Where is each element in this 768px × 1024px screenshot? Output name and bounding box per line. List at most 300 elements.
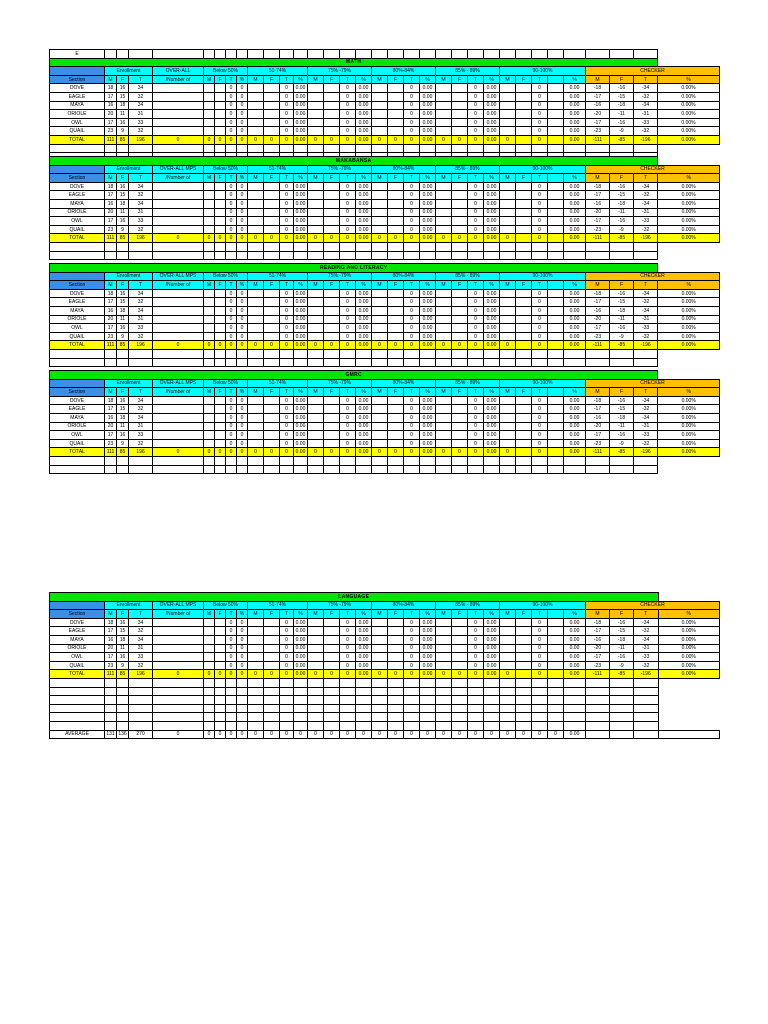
cell[interactable] <box>280 696 294 705</box>
range-pct[interactable]: 0.00 <box>564 306 586 315</box>
cell[interactable] <box>204 465 215 474</box>
cell[interactable] <box>356 349 372 358</box>
range-pct[interactable]: 0.00 <box>420 405 436 414</box>
cell[interactable] <box>340 358 356 367</box>
cell[interactable] <box>117 465 129 474</box>
checker-value[interactable]: 0.00% <box>658 332 720 341</box>
below50-t[interactable]: 0 <box>226 84 237 93</box>
below50-pct[interactable]: 0 <box>237 405 248 414</box>
checker-value[interactable]: 0.00% <box>658 306 720 315</box>
cell[interactable] <box>308 332 324 341</box>
cell[interactable] <box>215 721 226 730</box>
cell[interactable] <box>340 678 356 687</box>
cell[interactable] <box>264 324 280 333</box>
checker-value[interactable]: -16 <box>610 118 634 127</box>
cell[interactable] <box>564 349 586 358</box>
cell[interactable] <box>324 306 340 315</box>
enroll-f[interactable]: 11 <box>117 315 129 324</box>
cell[interactable] <box>215 422 226 431</box>
cell[interactable] <box>586 713 610 722</box>
cell[interactable] <box>452 315 468 324</box>
cell[interactable] <box>372 396 388 405</box>
cell[interactable] <box>264 618 280 627</box>
cell[interactable] <box>294 50 308 59</box>
cell[interactable] <box>500 324 516 333</box>
cell[interactable] <box>436 298 452 307</box>
enroll-t[interactable]: 31 <box>129 315 153 324</box>
range-t[interactable]: 0 <box>468 413 484 422</box>
cell[interactable] <box>204 225 215 234</box>
cell[interactable] <box>436 315 452 324</box>
cell[interactable] <box>294 251 308 260</box>
cell[interactable] <box>548 251 564 260</box>
cell[interactable] <box>129 704 153 713</box>
cell[interactable] <box>340 704 356 713</box>
cell[interactable] <box>264 315 280 324</box>
cell[interactable] <box>264 704 280 713</box>
cell[interactable] <box>420 242 436 251</box>
enroll-f[interactable]: 9 <box>117 127 129 136</box>
enroll-f[interactable]: 11 <box>117 208 129 217</box>
overall-mps[interactable] <box>153 405 204 414</box>
cell[interactable] <box>436 101 452 110</box>
cell[interactable] <box>105 687 117 696</box>
cell[interactable] <box>388 199 404 208</box>
cell[interactable] <box>388 678 404 687</box>
enroll-m[interactable]: 16 <box>105 199 117 208</box>
cell[interactable] <box>215 306 226 315</box>
cell[interactable] <box>215 298 226 307</box>
range-t[interactable]: 0 <box>532 101 548 110</box>
range-pct[interactable]: 0.00 <box>356 182 372 191</box>
checker-value[interactable]: -9 <box>610 127 634 136</box>
below50-t[interactable]: 0 <box>226 653 237 662</box>
checker-value[interactable]: -32 <box>634 661 659 670</box>
range-t[interactable]: 0 <box>404 92 420 101</box>
range-t[interactable]: 0 <box>404 101 420 110</box>
range-pct[interactable]: 0.00 <box>564 199 586 208</box>
range-t[interactable]: 0 <box>404 191 420 200</box>
checker-value[interactable]: 0.00% <box>658 84 720 93</box>
cell[interactable] <box>452 118 468 127</box>
enroll-f[interactable]: 15 <box>117 298 129 307</box>
cell[interactable] <box>264 199 280 208</box>
cell[interactable] <box>248 721 264 730</box>
enroll-f[interactable]: 15 <box>117 405 129 414</box>
enroll-t[interactable]: 32 <box>129 439 153 448</box>
cell[interactable] <box>264 635 280 644</box>
cell[interactable] <box>436 678 452 687</box>
cell[interactable] <box>548 225 564 234</box>
cell[interactable] <box>294 678 308 687</box>
below50-pct[interactable]: 0 <box>237 182 248 191</box>
below50-t[interactable]: 0 <box>226 324 237 333</box>
cell[interactable] <box>610 678 634 687</box>
section-name[interactable]: QUAIL <box>50 332 105 341</box>
range-t[interactable]: 0 <box>340 332 356 341</box>
cell[interactable] <box>324 298 340 307</box>
cell[interactable] <box>404 50 420 59</box>
checker-value[interactable]: -23 <box>586 225 610 234</box>
cell[interactable] <box>500 208 516 217</box>
range-t[interactable]: 0 <box>532 182 548 191</box>
cell[interactable] <box>264 431 280 440</box>
cell[interactable] <box>248 217 264 226</box>
cell[interactable] <box>204 431 215 440</box>
range-pct[interactable]: 0.00 <box>420 661 436 670</box>
cell[interactable] <box>548 199 564 208</box>
cell[interactable] <box>264 118 280 127</box>
range-t[interactable]: 0 <box>280 225 294 234</box>
cell[interactable] <box>215 653 226 662</box>
enroll-t[interactable]: 33 <box>129 217 153 226</box>
cell[interactable] <box>452 144 468 153</box>
cell[interactable] <box>308 127 324 136</box>
checker-value[interactable]: -34 <box>634 396 658 405</box>
enroll-m[interactable]: 17 <box>105 627 117 636</box>
cell[interactable] <box>226 687 237 696</box>
cell[interactable] <box>500 110 516 119</box>
enroll-f[interactable]: 11 <box>117 110 129 119</box>
range-t[interactable]: 0 <box>532 653 548 662</box>
cell[interactable] <box>280 465 294 474</box>
cell[interactable] <box>215 635 226 644</box>
below50-pct[interactable]: 0 <box>237 422 248 431</box>
below50-pct[interactable]: 0 <box>237 661 248 670</box>
cell[interactable] <box>372 298 388 307</box>
cell[interactable] <box>340 242 356 251</box>
cell[interactable] <box>237 687 248 696</box>
cell[interactable] <box>548 306 564 315</box>
cell[interactable] <box>204 456 215 465</box>
overall-mps[interactable] <box>153 217 204 226</box>
range-pct[interactable]: 0.00 <box>564 289 586 298</box>
cell[interactable] <box>264 92 280 101</box>
cell[interactable] <box>436 456 452 465</box>
range-pct[interactable]: 0.00 <box>294 618 308 627</box>
section-name[interactable]: MAYA <box>50 101 105 110</box>
range-t[interactable]: 0 <box>280 635 294 644</box>
checker-value[interactable]: -32 <box>634 405 658 414</box>
range-t[interactable]: 0 <box>340 92 356 101</box>
cell[interactable] <box>388 92 404 101</box>
checker-value[interactable]: 0.00% <box>658 199 720 208</box>
cell[interactable] <box>340 465 356 474</box>
cell[interactable] <box>468 358 484 367</box>
cell[interactable] <box>248 199 264 208</box>
cell[interactable] <box>548 101 564 110</box>
enroll-m[interactable]: 18 <box>105 84 117 93</box>
cell[interactable] <box>105 696 117 705</box>
range-t[interactable]: 0 <box>404 127 420 136</box>
range-t[interactable]: 0 <box>280 627 294 636</box>
cell[interactable] <box>356 242 372 251</box>
cell[interactable] <box>586 696 610 705</box>
cell[interactable] <box>226 50 237 59</box>
cell[interactable] <box>153 696 204 705</box>
cell[interactable] <box>610 50 634 59</box>
overall-mps[interactable] <box>153 431 204 440</box>
cell[interactable] <box>452 199 468 208</box>
range-t[interactable]: 0 <box>468 217 484 226</box>
cell[interactable] <box>248 118 264 127</box>
cell[interactable] <box>548 324 564 333</box>
checker-value[interactable]: -9 <box>610 225 634 234</box>
cell[interactable] <box>308 225 324 234</box>
range-pct[interactable]: 0.00 <box>294 289 308 298</box>
cell[interactable] <box>452 332 468 341</box>
cell[interactable] <box>308 413 324 422</box>
cell[interactable] <box>452 242 468 251</box>
range-pct[interactable]: 0.00 <box>420 101 436 110</box>
cell[interactable] <box>204 315 215 324</box>
cell[interactable] <box>237 704 248 713</box>
cell[interactable] <box>436 92 452 101</box>
range-pct[interactable]: 0.00 <box>564 298 586 307</box>
cell[interactable] <box>548 298 564 307</box>
range-t[interactable]: 0 <box>280 127 294 136</box>
cell[interactable] <box>356 144 372 153</box>
cell[interactable] <box>324 242 340 251</box>
cell[interactable] <box>248 713 264 722</box>
cell[interactable] <box>516 644 532 653</box>
cell[interactable] <box>204 242 215 251</box>
overall-mps[interactable] <box>153 298 204 307</box>
cell[interactable] <box>484 713 500 722</box>
cell[interactable] <box>215 431 226 440</box>
cell[interactable] <box>340 349 356 358</box>
range-t[interactable]: 0 <box>404 84 420 93</box>
range-pct[interactable]: 0.00 <box>420 118 436 127</box>
range-pct[interactable]: 0.00 <box>356 208 372 217</box>
range-pct[interactable]: 0.00 <box>294 332 308 341</box>
range-pct[interactable]: 0.00 <box>356 84 372 93</box>
cell[interactable] <box>204 687 215 696</box>
cell[interactable] <box>50 456 105 465</box>
cell[interactable] <box>388 289 404 298</box>
below50-t[interactable]: 0 <box>226 118 237 127</box>
cell[interactable] <box>420 349 436 358</box>
cell[interactable] <box>340 456 356 465</box>
cell[interactable] <box>586 144 610 153</box>
range-pct[interactable]: 0.00 <box>420 191 436 200</box>
range-pct[interactable]: 0.00 <box>356 324 372 333</box>
enroll-t[interactable]: 34 <box>129 101 153 110</box>
cell[interactable] <box>153 251 204 260</box>
checker-value[interactable]: -11 <box>610 110 634 119</box>
enroll-t[interactable]: 32 <box>129 661 153 670</box>
cell[interactable] <box>516 678 532 687</box>
cell[interactable] <box>372 208 388 217</box>
cell[interactable] <box>516 687 532 696</box>
cell[interactable] <box>484 358 500 367</box>
enroll-t[interactable]: 34 <box>129 306 153 315</box>
cell[interactable] <box>436 332 452 341</box>
range-pct[interactable]: 0.00 <box>420 84 436 93</box>
cell[interactable] <box>204 627 215 636</box>
checker-value[interactable]: -18 <box>586 84 610 93</box>
cell[interactable] <box>484 456 500 465</box>
cell[interactable] <box>324 349 340 358</box>
cell[interactable] <box>420 678 436 687</box>
range-pct[interactable]: 0.00 <box>420 225 436 234</box>
checker-value[interactable]: -33 <box>634 118 658 127</box>
cell[interactable] <box>248 661 264 670</box>
cell[interactable] <box>388 182 404 191</box>
cell[interactable] <box>356 251 372 260</box>
range-pct[interactable]: 0.00 <box>294 217 308 226</box>
cell[interactable] <box>372 217 388 226</box>
cell[interactable] <box>237 242 248 251</box>
cell[interactable] <box>452 687 468 696</box>
range-t[interactable]: 0 <box>280 306 294 315</box>
range-pct[interactable]: 0.00 <box>420 208 436 217</box>
below50-pct[interactable]: 0 <box>237 199 248 208</box>
cell[interactable] <box>452 405 468 414</box>
cell[interactable] <box>372 324 388 333</box>
checker-value[interactable]: 0.00% <box>658 217 720 226</box>
enroll-m[interactable]: 20 <box>105 208 117 217</box>
range-t[interactable]: 0 <box>532 208 548 217</box>
checker-value[interactable]: 0.00% <box>658 644 720 653</box>
enroll-f[interactable]: 16 <box>117 618 129 627</box>
cell[interactable] <box>516 144 532 153</box>
cell[interactable] <box>500 217 516 226</box>
enroll-t[interactable]: 34 <box>129 182 153 191</box>
enroll-t[interactable]: 32 <box>129 225 153 234</box>
range-pct[interactable]: 0.00 <box>294 431 308 440</box>
range-t[interactable]: 0 <box>404 439 420 448</box>
cell[interactable] <box>372 644 388 653</box>
cell[interactable] <box>500 127 516 136</box>
cell[interactable] <box>372 413 388 422</box>
enroll-m[interactable]: 17 <box>105 324 117 333</box>
cell[interactable] <box>388 687 404 696</box>
cell[interactable] <box>264 696 280 705</box>
cell[interactable] <box>204 92 215 101</box>
cell[interactable] <box>340 721 356 730</box>
overall-mps[interactable] <box>153 661 204 670</box>
enroll-t[interactable]: 32 <box>129 191 153 200</box>
checker-value[interactable]: -16 <box>586 635 610 644</box>
range-t[interactable]: 0 <box>468 315 484 324</box>
enroll-m[interactable]: 17 <box>105 653 117 662</box>
cell[interactable] <box>388 208 404 217</box>
cell[interactable] <box>388 101 404 110</box>
cell[interactable] <box>280 704 294 713</box>
cell[interactable] <box>50 465 105 474</box>
cell[interactable] <box>340 251 356 260</box>
range-t[interactable]: 0 <box>404 422 420 431</box>
cell[interactable] <box>634 465 658 474</box>
cell[interactable] <box>264 191 280 200</box>
section-name[interactable]: MAYA <box>50 413 105 422</box>
cell[interactable] <box>204 644 215 653</box>
cell[interactable] <box>264 627 280 636</box>
range-t[interactable]: 0 <box>404 182 420 191</box>
range-t[interactable]: 0 <box>404 661 420 670</box>
checker-value[interactable]: -20 <box>586 315 610 324</box>
cell[interactable] <box>308 110 324 119</box>
checker-value[interactable]: -18 <box>610 199 634 208</box>
cell[interactable] <box>308 661 324 670</box>
cell[interactable] <box>610 349 634 358</box>
cell[interactable] <box>634 678 659 687</box>
cell[interactable] <box>388 405 404 414</box>
cell[interactable] <box>420 465 436 474</box>
checker-value[interactable]: 0.00% <box>658 396 720 405</box>
cell[interactable] <box>388 358 404 367</box>
cell[interactable] <box>372 92 388 101</box>
cell[interactable] <box>586 730 610 739</box>
cell[interactable] <box>532 144 548 153</box>
cell[interactable] <box>308 678 324 687</box>
cell[interactable] <box>436 413 452 422</box>
cell[interactable] <box>117 696 129 705</box>
range-t[interactable]: 0 <box>280 84 294 93</box>
cell[interactable] <box>308 405 324 414</box>
cell[interactable] <box>204 118 215 127</box>
cell[interactable] <box>436 713 452 722</box>
below50-t[interactable]: 0 <box>226 413 237 422</box>
cell[interactable] <box>153 678 204 687</box>
cell[interactable] <box>468 687 484 696</box>
cell[interactable] <box>436 431 452 440</box>
checker-value[interactable]: -18 <box>586 182 610 191</box>
cell[interactable] <box>226 465 237 474</box>
enroll-t[interactable]: 34 <box>129 289 153 298</box>
cell[interactable] <box>324 182 340 191</box>
cell[interactable] <box>248 127 264 136</box>
cell[interactable] <box>388 242 404 251</box>
cell[interactable] <box>308 182 324 191</box>
cell[interactable] <box>248 182 264 191</box>
checker-value[interactable]: -33 <box>634 431 658 440</box>
cell[interactable] <box>280 713 294 722</box>
cell[interactable] <box>215 118 226 127</box>
cell[interactable] <box>564 704 586 713</box>
cell[interactable] <box>237 349 248 358</box>
checker-value[interactable]: -15 <box>610 298 634 307</box>
cell[interactable] <box>404 251 420 260</box>
checker-value[interactable]: 0.00% <box>658 208 720 217</box>
cell[interactable] <box>294 242 308 251</box>
cell[interactable] <box>264 298 280 307</box>
cell[interactable] <box>388 315 404 324</box>
range-pct[interactable]: 0.00 <box>564 405 586 414</box>
cell[interactable] <box>452 217 468 226</box>
range-t[interactable]: 0 <box>532 92 548 101</box>
section-name[interactable]: ORIOLE <box>50 110 105 119</box>
range-pct[interactable]: 0.00 <box>564 618 586 627</box>
cell[interactable] <box>484 721 500 730</box>
cell[interactable] <box>204 144 215 153</box>
overall-mps[interactable] <box>153 315 204 324</box>
cell[interactable] <box>215 713 226 722</box>
range-t[interactable]: 0 <box>468 635 484 644</box>
range-t[interactable]: 0 <box>280 289 294 298</box>
cell[interactable] <box>204 396 215 405</box>
range-t[interactable]: 0 <box>532 118 548 127</box>
cell[interactable] <box>308 50 324 59</box>
checker-value[interactable]: 0.00% <box>658 127 720 136</box>
range-t[interactable]: 0 <box>280 644 294 653</box>
cell[interactable] <box>294 704 308 713</box>
section-name[interactable]: EAGLE <box>50 298 105 307</box>
checker-value[interactable]: 0.00% <box>658 324 720 333</box>
cell[interactable] <box>548 422 564 431</box>
cell[interactable] <box>468 713 484 722</box>
